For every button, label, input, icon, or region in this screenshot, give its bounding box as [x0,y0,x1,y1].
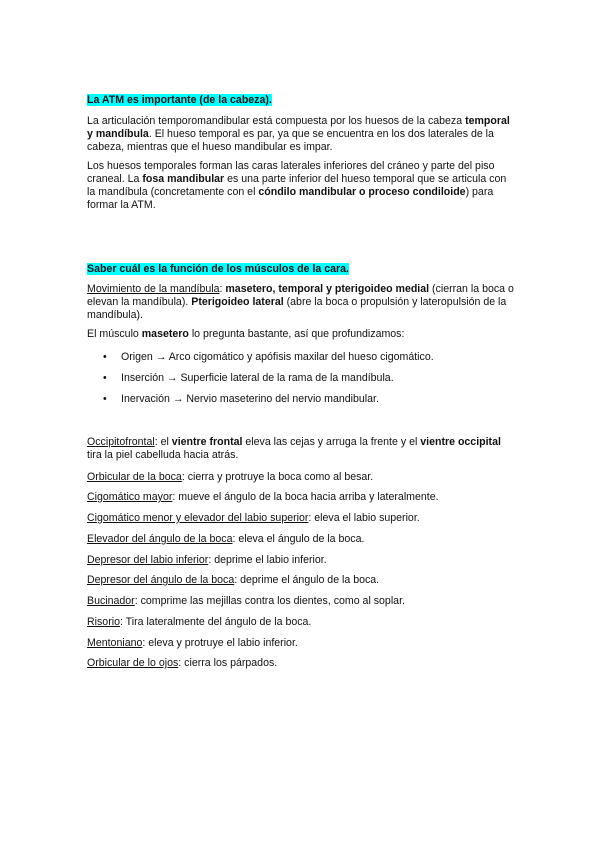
bullet-icon: • [103,351,107,363]
muscle-item: Mentoniano: eleva y protruye el labio inferior. [87,637,298,649]
bullet-icon: • [103,393,107,405]
muscle-item: Cigomático menor y elevador del labio superior: eleva el labio superior. [87,512,420,524]
muscle-item: Bucinador: comprime las mejillas contra los dientes, como al soplar. [87,595,405,607]
paragraph-masetero: El músculo masetero lo pregunta bastante, así que profundizamos: [87,328,405,340]
muscle-item: Depresor del labio inferior: deprime el labio inferior. [87,554,327,566]
paragraph-occipitofrontal: Occipitofrontal: el vientre frontal eleva las cejas y arruga la frente y el vientre occipital tira la piel cabelluda hacia atrás. [87,436,501,461]
muscle-item: Cigomático mayor: mueve el ángulo de la boca hacia arriba y lateralmente. [87,491,439,503]
section-heading-face-muscles: Saber cuál es la función de los músculos de la cara. [87,263,349,275]
paragraph-atm-composition: La articulación temporomandibular está compuesta por los huesos de la cabeza temporal y mandíbula. El hueso temporal es par, ya que se encuentra en los dos laterales de la cabeza, mientras que el hueso mandibular es impar. [87,115,510,153]
muscle-item: Orbicular de la boca: cierra y protruye la boca como al besar. [87,471,374,483]
muscle-item: Depresor del ángulo de la boca: deprime el ángulo de la boca. [87,574,380,586]
list-item: • Inserción → Superficie lateral de la rama de la mandíbula. [103,372,394,384]
section-heading-atm: La ATM es importante (de la cabeza). [87,94,272,106]
list-item: • Inervación → Nervio maseterino del nervio mandibular. [103,393,379,405]
muscle-item: Risorio: Tira lateralmente del ángulo de la boca. [87,616,312,628]
bullet-icon: • [103,372,107,384]
list-item: • Origen → Arco cigomático y apófisis maxilar del hueso cigomático. [103,351,434,363]
paragraph-temporal-bones: Los huesos temporales forman las caras laterales inferiores del cráneo y parte del piso craneal. La fosa mandibular es una parte inferior del hueso temporal que se articula con la mandíbula (concretamente con el cóndilo mandibular o proceso condiloide) para formar la ATM. [87,160,507,211]
muscle-item: Orbicular de lo ojos: cierra los párpados. [87,657,278,669]
muscle-item: Elevador del ángulo de la boca: eleva el ángulo de la boca. [87,533,365,545]
paragraph-mandible-movement: Movimiento de la mandíbula: masetero, temporal y pterigoideo medial (cierran la boca o elevan la mandíbula). Pterigoideo lateral (abre la boca o propulsión y lateropulsión de la mandíbula). [87,283,514,321]
masetero-bullet-list [87,351,517,414]
